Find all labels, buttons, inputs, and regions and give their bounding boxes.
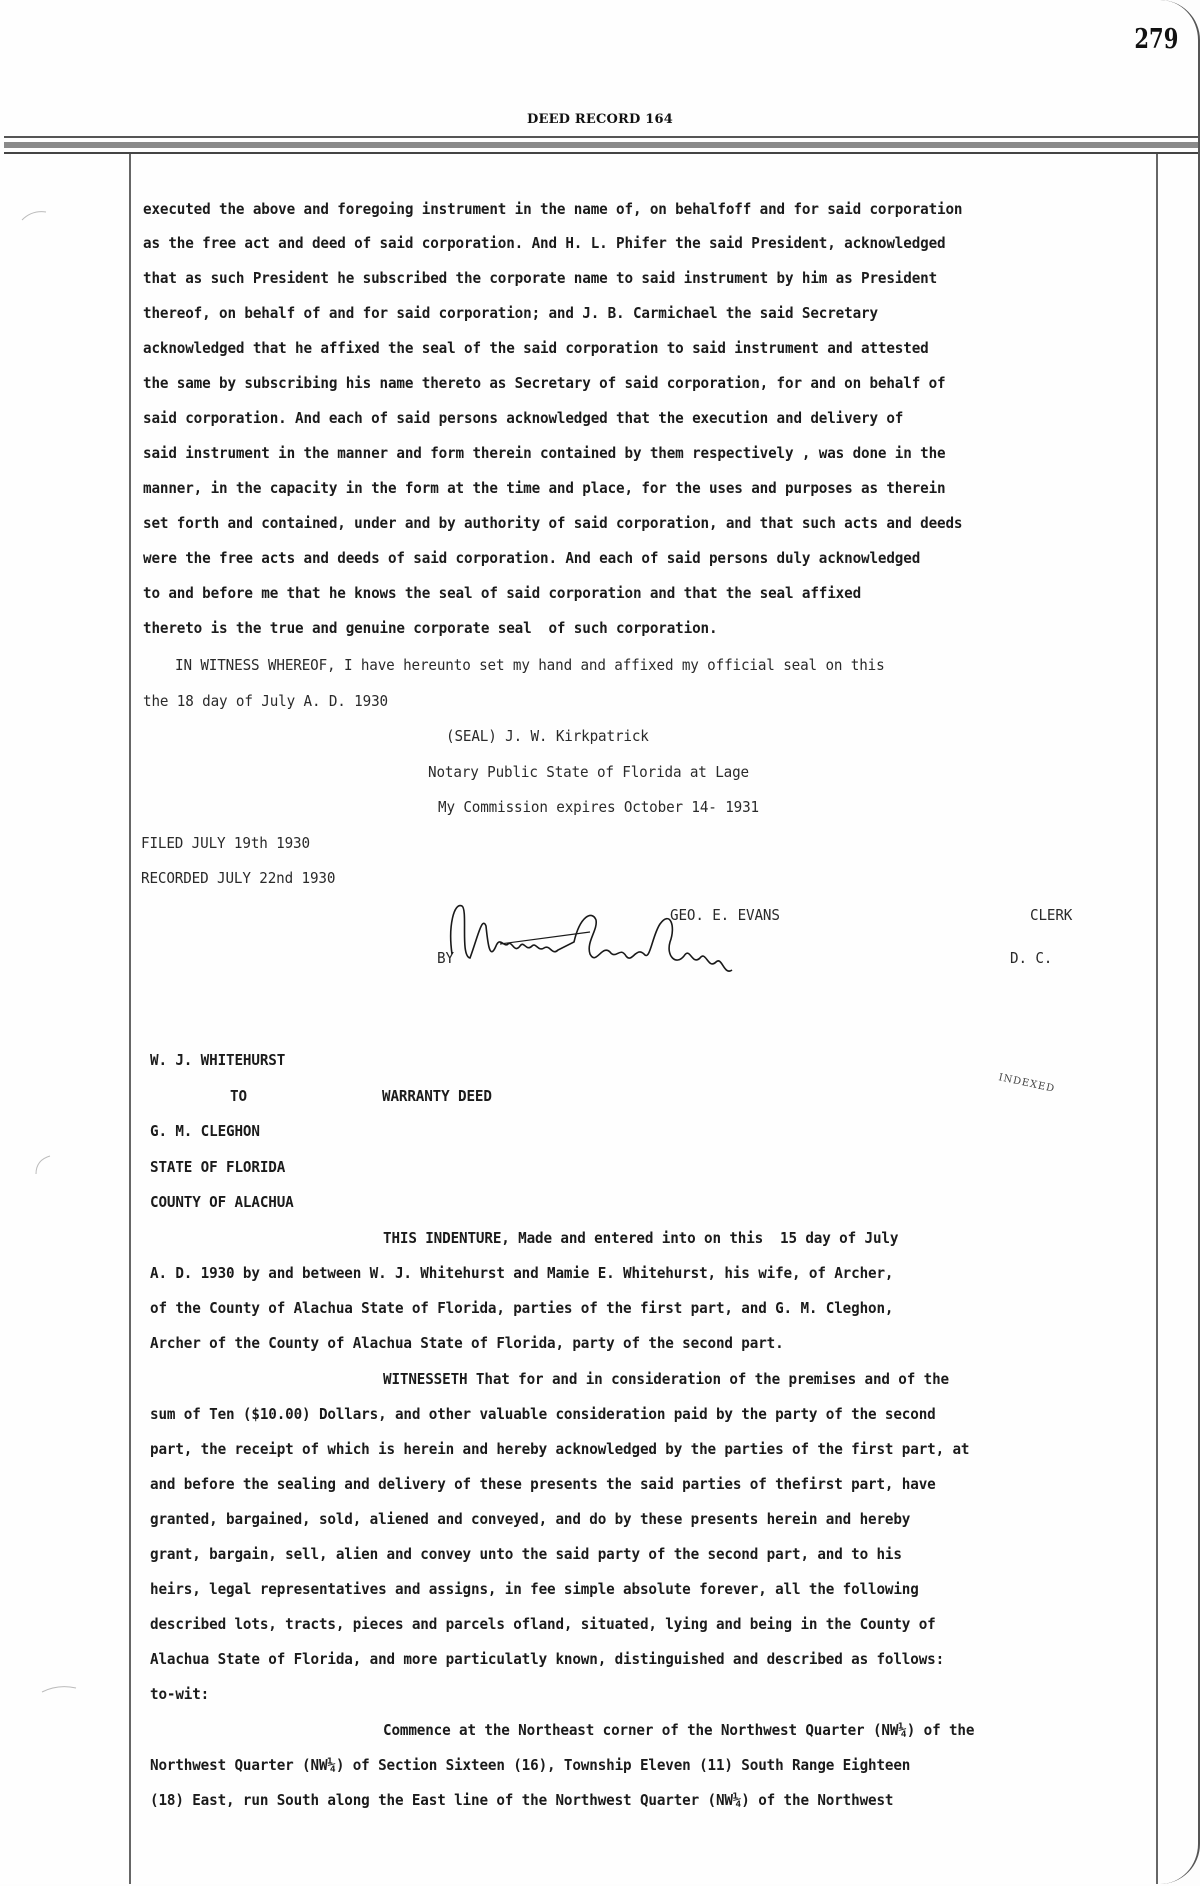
ack-line: said corporation. And each of said persons acknowledged that the execution and delivery of <box>143 409 904 427</box>
by-label: BY <box>437 949 454 967</box>
left-margin-line <box>129 154 131 1884</box>
ack-line: to and before me that he knows the seal of said corporation and that the seal affixed <box>143 584 862 602</box>
description-line: Northwest Quarter (NW¼) of Section Sixteen (16), Township Eleven (11) South Range Eighteen <box>150 1756 911 1774</box>
ack-line: executed the above and foregoing instrument in the name of, on behalfoff and for said corporation <box>143 200 963 218</box>
witnesseth-line: heirs, legal representatives and assigns, in fee simple absolute forever, all the following <box>150 1580 919 1598</box>
witnesseth-line: granted, bargained, sold, aliened and conveyed, and do by these presents herein and hereby <box>150 1510 911 1528</box>
header-rule-top <box>4 136 1198 138</box>
witnesseth-line: and before the sealing and delivery of these presents the said parties of thefirst part, have <box>150 1475 936 1493</box>
filed-date: FILED JULY 19th 1930 <box>141 834 310 852</box>
indenture-line: THIS INDENTURE, Made and entered into on this 15 day of July <box>383 1229 899 1247</box>
page-number: 279 <box>1134 24 1178 55</box>
grantor-name: W. J. WHITEHURST <box>150 1051 286 1069</box>
ack-line: said instrument in the manner and form therein contained by them respectively , was done in the <box>143 444 946 462</box>
recorded-date: RECORDED JULY 22nd 1930 <box>141 869 336 887</box>
indenture-line: A. D. 1930 by and between W. J. Whitehurst and Mamie E. Whitehurst, his wife, of Archer, <box>150 1264 894 1282</box>
ack-line: thereof, on behalf of and for said corporation; and J. B. Carmichael the said Secretary <box>143 304 878 322</box>
header-rule-middle <box>4 142 1198 148</box>
description-line: (18) East, run South along the East line of the Northwest Quarter (NW¼) of the Northwest <box>150 1791 894 1809</box>
clerk-title: CLERK <box>1030 906 1073 924</box>
grantee-name: G. M. CLEGHON <box>150 1122 260 1140</box>
commission-expiry: My Commission expires October 14- 1931 <box>438 798 760 816</box>
witness-clause: IN WITNESS WHEREOF, I have hereunto set my hand and affixed my official seal on this <box>175 656 885 674</box>
deputy-clerk-label: D. C. <box>1010 949 1053 967</box>
deputy-clerk-signature <box>440 896 800 992</box>
witness-date: the 18 day of July A. D. 1930 <box>143 692 388 710</box>
notary-title: Notary Public State of Florida at Lage <box>428 763 750 781</box>
state-heading: STATE OF FLORIDA <box>150 1158 286 1176</box>
deed-type: WARRANTY DEED <box>382 1087 492 1105</box>
margin-mark <box>20 200 50 230</box>
witnesseth-line: WITNESSETH That for and in consideration of the premises and of the <box>383 1370 949 1388</box>
right-margin-line <box>1156 154 1158 1884</box>
to-label: TO <box>230 1087 247 1105</box>
clerk-name: GEO. E. EVANS <box>670 906 780 924</box>
header-rule-bottom <box>4 152 1198 154</box>
ack-line: set forth and contained, under and by authority of said corporation, and that such acts and deeds <box>143 514 963 532</box>
ack-line: were the free acts and deeds of said corporation. And each of said persons duly acknowledged <box>143 549 921 567</box>
witnesseth-line: sum of Ten ($10.00) Dollars, and other valuable consideration paid by the party of the second <box>150 1405 936 1423</box>
ack-line: thereto is the true and genuine corporate seal of such corporation. <box>143 619 718 637</box>
witnesseth-line: part, the receipt of which is herein and hereby acknowledged by the parties of the first part, at <box>150 1440 970 1458</box>
witnesseth-line: grant, bargain, sell, alien and convey unto the said party of the second part, and to his <box>150 1545 902 1563</box>
indenture-line: Archer of the County of Alachua State of Florida, party of the second part. <box>150 1334 784 1352</box>
notary-seal-name: (SEAL) J. W. Kirkpatrick <box>446 727 649 745</box>
record-title: DEED RECORD 164 <box>526 112 673 127</box>
witnesseth-line: Alachua State of Florida, and more particulatly known, distinguished and described as follows: <box>150 1650 945 1668</box>
indenture-line: of the County of Alachua State of Florida, parties of the first part, and G. M. Cleghon, <box>150 1299 894 1317</box>
ack-line: the same by subscribing his name thereto as Secretary of said corporation, for and on behalf of <box>143 374 946 392</box>
margin-mark <box>30 1150 60 1180</box>
description-line: Commence at the Northeast corner of the Northwest Quarter (NW¼) of the <box>383 1721 975 1739</box>
ack-line: as the free act and deed of said corporation. And H. L. Phifer the said President, acknowledged <box>143 234 946 252</box>
county-heading: COUNTY OF ALACHUA <box>150 1193 294 1211</box>
margin-mark <box>40 1680 80 1700</box>
witnesseth-line: to-wit: <box>150 1685 210 1703</box>
indexed-stamp: INDEXED <box>997 1072 1056 1095</box>
ack-line: manner, in the capacity in the form at the time and place, for the uses and purposes as therein <box>143 479 946 497</box>
ack-line: that as such President he subscribed the corporate name to said instrument by him as President <box>143 269 938 287</box>
witnesseth-line: described lots, tracts, pieces and parcels ofland, situated, lying and being in the County of <box>150 1615 936 1633</box>
ack-line: acknowledged that he affixed the seal of the said corporation to said instrument and attested <box>143 339 929 357</box>
